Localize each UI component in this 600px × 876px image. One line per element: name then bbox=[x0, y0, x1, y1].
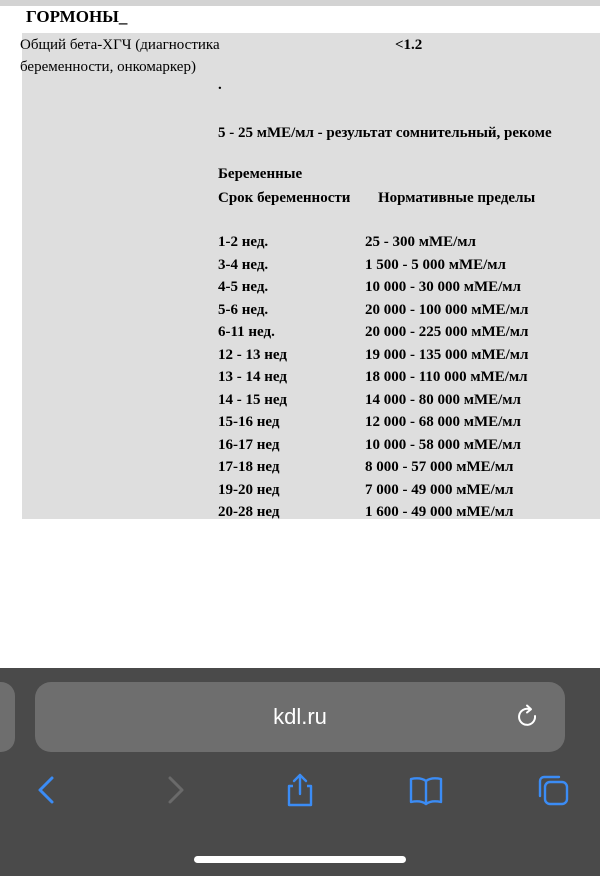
share-icon[interactable] bbox=[282, 772, 318, 808]
column-header-range: Нормативные пределы bbox=[378, 190, 536, 206]
term-cell: 19-20 нед bbox=[218, 481, 280, 498]
range-cell: 25 - 300 мМЕ/мл bbox=[365, 234, 476, 250]
term-cell: 6-11 нед. bbox=[218, 324, 275, 340]
test-value: <1.2 bbox=[395, 37, 423, 53]
range-cell: 18 000 - 110 000 мМЕ/мл bbox=[365, 369, 528, 385]
home-indicator bbox=[194, 856, 406, 863]
back-icon[interactable] bbox=[30, 772, 66, 808]
reload-icon[interactable] bbox=[513, 702, 543, 732]
term-cell: 13 - 14 нед bbox=[218, 369, 287, 385]
previous-tab-peek[interactable] bbox=[0, 682, 15, 752]
range-cell: 7 000 - 49 000 мМЕ/мл bbox=[365, 481, 514, 498]
range-cell: 19 000 - 135 000 мМЕ/мл bbox=[365, 346, 529, 363]
separator-dot: . bbox=[218, 77, 222, 93]
term-cell: 15-16 нед bbox=[218, 414, 280, 430]
term-cell: 14 - 15 нед bbox=[218, 391, 287, 408]
forward-icon[interactable] bbox=[158, 772, 194, 808]
term-cell: 20-28 нед bbox=[218, 504, 280, 520]
range-cell: 10 000 - 30 000 мМЕ/мл bbox=[365, 279, 521, 295]
range-cell: 10 000 - 58 000 мМЕ/мл bbox=[365, 436, 521, 453]
range-cell: 1 600 - 49 000 мМЕ/мл bbox=[365, 504, 514, 520]
range-cell: 1 500 - 5 000 мМЕ/мл bbox=[365, 256, 506, 273]
term-cell: 16-17 нед bbox=[218, 436, 280, 453]
term-cell: 17-18 нед bbox=[218, 459, 280, 475]
column-header-term: Срок беременности bbox=[218, 190, 351, 206]
browser-toolbar bbox=[0, 668, 600, 876]
pregnancy-title: Беременные bbox=[218, 166, 303, 182]
term-cell: 12 - 13 нед bbox=[218, 346, 287, 363]
range-cell: 20 000 - 225 000 мМЕ/мл bbox=[365, 324, 529, 340]
section-header: ГОРМОНЫ_ bbox=[26, 7, 128, 26]
tabs-icon[interactable] bbox=[535, 772, 571, 808]
address-bar[interactable] bbox=[35, 682, 565, 752]
range-cell: 8 000 - 57 000 мМЕ/мл bbox=[365, 459, 514, 475]
term-cell: 3-4 нед. bbox=[218, 256, 269, 273]
term-cell: 5-6 нед. bbox=[218, 301, 269, 318]
range-cell: 12 000 - 68 000 мМЕ/мл bbox=[365, 414, 521, 430]
result-note: 5 - 25 мМЕ/мл - результат сомнительный, рекоме bbox=[218, 125, 552, 141]
term-cell: 1-2 нед. bbox=[218, 234, 269, 250]
range-cell: 20 000 - 100 000 мМЕ/мл bbox=[365, 301, 529, 318]
term-cell: 4-5 нед. bbox=[218, 279, 269, 295]
bookmarks-icon[interactable] bbox=[408, 772, 444, 808]
test-name: Общий бета-ХГЧ (диагностика беременности, онкомаркер) bbox=[20, 37, 220, 75]
url-text[interactable]: kdl.ru bbox=[273, 704, 327, 729]
range-cell: 14 000 - 80 000 мМЕ/мл bbox=[365, 391, 521, 408]
